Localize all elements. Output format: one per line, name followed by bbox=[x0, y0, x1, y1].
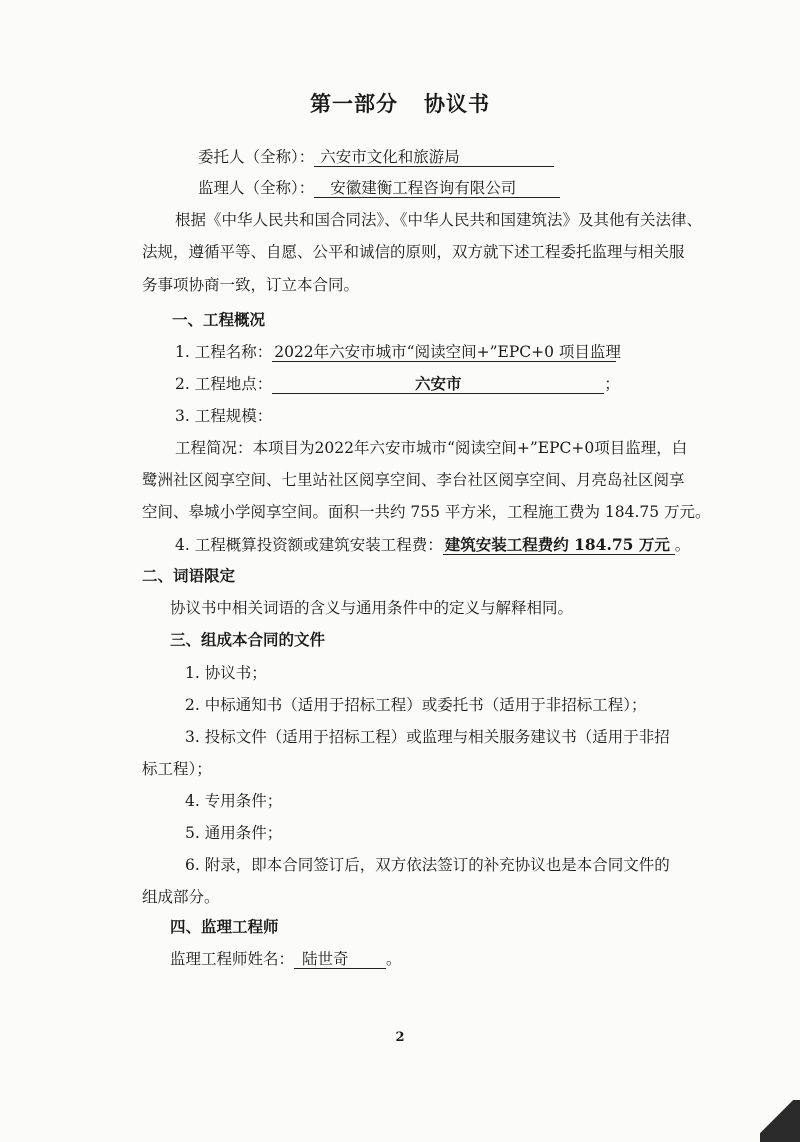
page-title bbox=[0, 88, 800, 118]
client-value: 六安市文化和旅游局 bbox=[314, 148, 554, 167]
project-name-line bbox=[175, 342, 621, 362]
project-name-value: 2022年六安市城市“阅读空间+”EPC+0 项目监理 bbox=[274, 343, 621, 361]
supervisor-line bbox=[198, 178, 560, 198]
project-scale-label: 3. 工程规模： bbox=[175, 407, 273, 425]
supervisor-value: 安徽建衡工程咨询有限公司 bbox=[314, 179, 560, 198]
section4-heading: 四、监理工程师 bbox=[170, 918, 279, 936]
doc-item-6-cont: 组成部分。 bbox=[142, 888, 220, 906]
doc-item-2: 2. 中标通知书（适用于招标工程）或委托书（适用于非招标工程）； bbox=[185, 696, 647, 714]
engineer-label: 监理工程师姓名： bbox=[170, 950, 295, 968]
project-site-end: ； bbox=[604, 375, 620, 393]
intro-line-2: 法规，遵循平等、自愿、公平和诚信的原则，双方就下述工程委托监理与相关服 bbox=[142, 243, 685, 261]
doc-item-3: 3. 投标文件（适用于招标工程）或监理与相关服务建议书（适用于非招 bbox=[185, 728, 670, 746]
project-site-label: 2. 工程地点： bbox=[175, 375, 273, 393]
client-label: 委托人（全称）： bbox=[198, 148, 315, 166]
doc-item-5: 5. 通用条件； bbox=[185, 824, 283, 842]
doc-item-3-cont: 标工程）； bbox=[142, 760, 212, 778]
engineer-line bbox=[170, 949, 402, 969]
cost-line bbox=[175, 535, 690, 555]
client-line bbox=[198, 147, 554, 167]
brief-line-3: 空间、皋城小学阅享空间。面积一共约 755 平方米，工程施工费为 184.75 万元。 bbox=[142, 503, 711, 521]
cost-value: 建筑安装工程费约 184.75 万元 bbox=[443, 536, 675, 555]
brief-line-1: 工程简况：本项目为2022年六安市城市“阅读空间+”EPC+0项目监理，白 bbox=[175, 439, 688, 457]
title-part: 第一部分 bbox=[310, 92, 398, 116]
section2-text: 协议书中相关词语的含义与通用条件中的定义与解释相同。 bbox=[170, 599, 574, 617]
section2-heading: 二、词语限定 bbox=[142, 567, 236, 585]
engineer-end: 。 bbox=[386, 950, 402, 968]
project-site-line bbox=[175, 374, 620, 394]
doc-item-6: 6. 附录，即本合同签订后，双方依法签订的补充协议也是本合同文件的 bbox=[185, 856, 670, 874]
section1-heading: 一、工程概况 bbox=[172, 311, 266, 329]
intro-line-1: 根据《中华人民共和国合同法》、《中华人民共和国建筑法》及其他有关法律、 bbox=[175, 211, 703, 229]
engineer-value: 陆世奇 bbox=[294, 950, 386, 969]
intro-line-3: 务事项协商一致，订立本合同。 bbox=[142, 276, 360, 294]
title-name: 协议书 bbox=[424, 92, 490, 116]
project-name-label: 1. 工程名称： bbox=[175, 343, 273, 361]
brief-line-2: 鹭洲社区阅享空间、七里站社区阅享空间、李台社区阅享空间、月亮岛社区阅享 bbox=[142, 471, 685, 489]
supervisor-label: 监理人（全称）： bbox=[198, 179, 315, 197]
page-number: 2 bbox=[395, 1030, 405, 1045]
scan-corner-shadow bbox=[760, 1100, 800, 1142]
cost-end: 。 bbox=[674, 536, 691, 554]
doc-item-1: 1. 协议书； bbox=[185, 664, 267, 682]
cost-label: 4. 工程概算投资额或建筑安装工程费： bbox=[175, 536, 443, 554]
doc-item-4: 4. 专用条件； bbox=[185, 792, 283, 810]
section3-heading: 三、组成本合同的文件 bbox=[170, 631, 326, 649]
project-site-value: 六安市 bbox=[272, 375, 604, 394]
